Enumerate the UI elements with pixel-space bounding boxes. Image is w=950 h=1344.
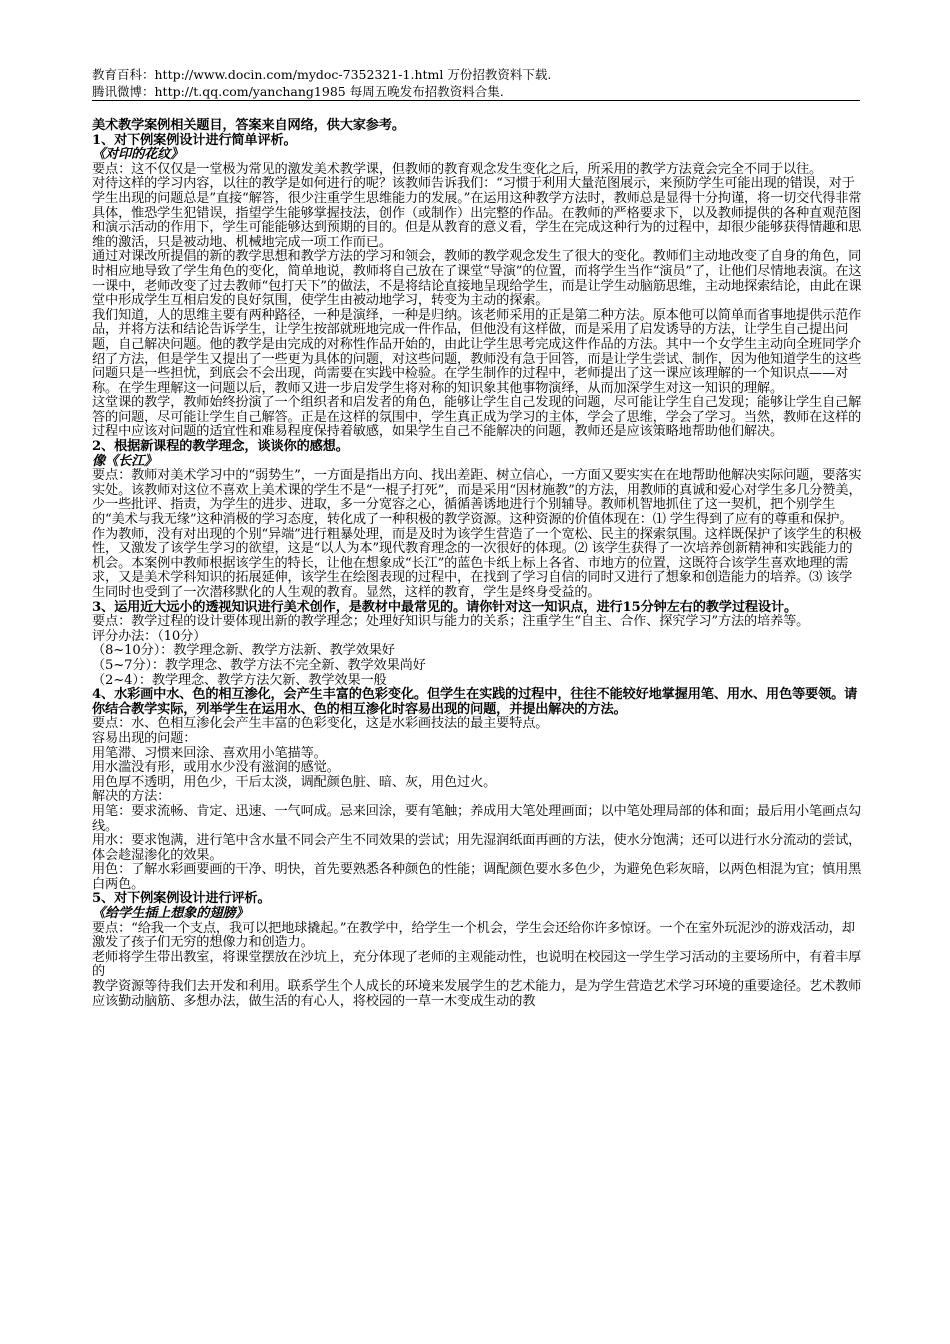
paragraph: 解决的方法： [92,789,171,805]
header-line-weibo: 腾讯微博：http://t.qq.com/yanchang1985 每周五晚发布招教资料合集. [92,84,504,99]
page-header [92,66,862,100]
paragraph: 用水滥没有形，或用水少没有滋润的感觉。 [92,760,340,776]
paragraph: 老师将学生带出教室，将课堂摆放在沙坑上，充分体现了老师的主观能动性，也说明在校园这一学生学习活动的主要场所中，有着丰厚的 [92,949,862,980]
header-divider [92,100,860,101]
paragraph: 评分办法：（10分） [92,628,207,644]
document-body [92,119,862,1009]
paragraph: 用笔滞、习惯来回涂、喜欢用小笔描等。 [92,745,327,761]
paragraph: 教学资源等待我们去开发和利用。联系学生个人成长的环境来发展学生的艺术能力，是为学生营造艺术学习环境的重要途径。艺术教师应该勤动脑筋、多想办法，做生活的有心人，将校园的一草一木变成生动的教 [92,979,862,1009]
case-title: 像《长江》 [92,453,158,469]
section-heading: 5、对下例案例设计进行评析。 [92,891,271,907]
section-heading: 4、水彩画中水、色的相互渗化，会产生丰富的色彩变化。但学生在实践的过程中，往往不能较好地掌握用笔、用水、用色等要领。请你结合教学实际，列举学生在运用水、色的相互渗化时容易出现的问题，并提出解决的方法。 [92,687,858,717]
paragraph: 要点：教师对美术学习中的“弱势生”，一方面是指出方向、找出差距、树立信心，一方面又要实实在在地帮助他解决实际问题，要落实实处。该教师对这位不喜欢上美术课的学生不是“一棍子打死”，而是采用“因材施教”的方法，用教师的真诚和爱心对学生多几分赞美，少一些批评、指责，为学生的进步、进取，多一分宽容之心，循循善诱地进行个别辅导。教师机智地抓住了这一契机，把个别学生的“美术与我无缘”这种消极的学习态度，转化成了一种积极的教学资源。这种资源的价值体现在：⑴ 学生得到了应有的尊重和保护。作为教师，没有对出现的个别“异端”进行粗暴处理，而是及时为该学生营造了一个宽松、民主的探索氛围。这样既保护了该学生的积极性，又激发了该学生学习的欲望，这是“以人为本”现代教育理念的一次很好的体现。⑵ 该学生获得了一次培养创新精神和实践能力的机会。本案例中教师根据该学生的特长，让他在想象成“长江”的蓝色卡纸上标上各省、市地方的位置，这既符合该学生喜欢地理的需求，又是美术学科知识的拓展延伸，该学生在绘图表现的过程中，在找到了学习自信的同时又进行了想象和创造能力的培养。⑶ 该学生同时也受到了一次潜移默化的人生观的教育。显然，这样的教育，学生是终身受益的。 [92,468,862,600]
paragraph: 要点：这不仅仅是一堂极为常见的激发美术教学课，但教师的教育观念发生变化之后，所采用的教学方法竟会完全不同于以往。 [92,161,823,177]
paragraph: 这堂课的教学，教师始终扮演了一个组织者和启发者的角色，能够让学生自己发现的问题，尽可能让学生自己发现；能够让学生自己解答的问题，尽可能让学生自己解答。正是在这样的氛围中，学生真正成为学习的主体，学会了思维，学会了学习。当然，教师在这样的过程中应该对问题的适宜性和难易程度保持着敏感，如果学生自己不能解决的问题，教师还是应该策略地帮助他们解决。 [92,395,862,440]
paragraph: 容易出现的问题： [92,730,197,746]
paragraph: 用笔：要求流畅、肯定、迅速、一气呵成。忌来回涂，要有笔触；养成用大笔处理画面；以中笔处理局部的体和面；最后用小笔画点勾线。 [92,803,862,834]
paragraph: （5~7分）：教学理念、教学方法不完全新、教学效果尚好 [92,657,426,673]
paragraph: 用色厚不透明，用色少，干后太淡，调配颜色脏、暗、灰，用色过火。 [92,774,497,790]
case-title: 《对印的花纹》 [92,147,184,163]
paragraph: 要点：教学过程的设计要体现出新的教学理念；处理好知识与能力的关系；注重学生“自主、合作、探究学习”方法的培养等。 [92,614,810,630]
section-heading: 美术教学案例相关题目，答案来自网络，供大家参考。 [92,118,405,133]
paragraph: 对待这样的学习内容，以往的教学是如何进行的呢？该教师告诉我们：“习惯于利用大量范图展示，来预防学生可能出现的错误，对于学生出现的问题总是”直接“解答，很少注重学生思维能力的发展。”在运用这种教学方法时，教师总是显得十分拘谨，将一切交代得非常具体，惟恐学生犯错误，指望学生能够掌握技法，创作（或制作）出完整的作品。在教师的严格要求下，以及教师提供的各种直观范图和演示活动的作用下，学生可能能够达到预期的目的。但是从教育的意义看，学生在完成这种行为的过程中，却很少能够获得情趣和思维的激活，只是被动地、机械地完成一项工作而已。 [92,176,862,250]
paragraph: （8~10分）：教学理念新、教学方法新、教学效果好 [92,643,395,659]
paragraph: 我们知道，人的思维主要有两种路径，一种是演绎，一种是归纳。该老师采用的正是第二种方法。原本他可以简单而省事地提供示范作品，并将方法和结论告诉学生，让学生按部就班地完成一件作品，但他没有这样做，而是采用了启发诱导的方法，让学生自己提出问题，自己解决问题。他的教学是由完成的对称性作品开始的，由此让学生思考完成这件作品的方法。其中一个女学生主动向全班同学介绍了方法，但是学生又提出了一些更为具体的问题，对这些问题，教师没有急于回答，而是让学生尝试、制作，因为他知道学生的这些问题只是一些担忧，到底会不会出现，尚需要在实践中检验。在学生制作的过程中，老师提出了这一课应该理解的一个知识点——对称。在学生理解这一问题以后，教师又进一步启发学生将对称的知识象其他事物演绎，从而加深学生对这一知识的理解。 [92,307,862,396]
paragraph: 通过对课改所提倡的新的教学思想和教学方法的学习和领会，教师的教学观念发生了很大的变化。教师们主动地改变了自身的角色，同时相应地导致了学生角色的变化，简单地说，教师将自己放在了课堂“导演”的位置，而将学生当作“演员”了，让他们尽情地表演。在这一课中，老师改变了过去教师“包打天下”的做法，不是将结论直接地呈现给学生，而是让学生动脑筋思维，主动地探索结论，由此在课堂中形成学生互相启发的良好氛围，使学生由被动地学习，转变为主动的探索。 [92,249,862,309]
section-heading: 2、根据新课程的教学理念，谈谈你的感想。 [92,439,349,455]
section-heading: 1、对下例案例设计进行简单评析。 [92,132,297,148]
header-line-docin: 教育百科：http://www.docin.com/mydoc-7352321-1.html 万份招教资料下载. [92,67,552,82]
case-title: 《给学生插上想象的翅膀》 [92,906,249,922]
paragraph: 要点：“给我一个支点，我可以把地球撬起。”在教学中，给学生一个机会，学生会还给你许多惊讶。一个在室外玩泥沙的游戏活动，却激发了孩子们无穷的想像力和创造力。 [92,920,855,951]
paragraph: （2~4）：教学理念、教学方法欠新、教学效果一般 [92,672,387,688]
paragraph: 用水：要求饱满，进行笔中含水量不同会产生不同效果的尝试；用先湿润纸面再画的方法，使水分饱满；还可以进行水分流动的尝试，体会趁湿渗化的效果。 [92,833,862,863]
section-heading: 3、运用近大远小的透视知识进行美术创作，是教材中最常见的。请你针对这一知识点，进行15分钟左右的教学过程设计。 [92,599,798,615]
paragraph: 要点：水、色相互渗化会产生丰富的色彩变化，这是水彩画技法的最主要特点。 [92,716,549,732]
paragraph: 用色：了解水彩画要画的干净、明快，首先要熟悉各种颜色的性能；调配颜色要水多色少，为避免色彩灰暗，以两色相混为宜；慎用黑白两色。 [92,862,862,892]
